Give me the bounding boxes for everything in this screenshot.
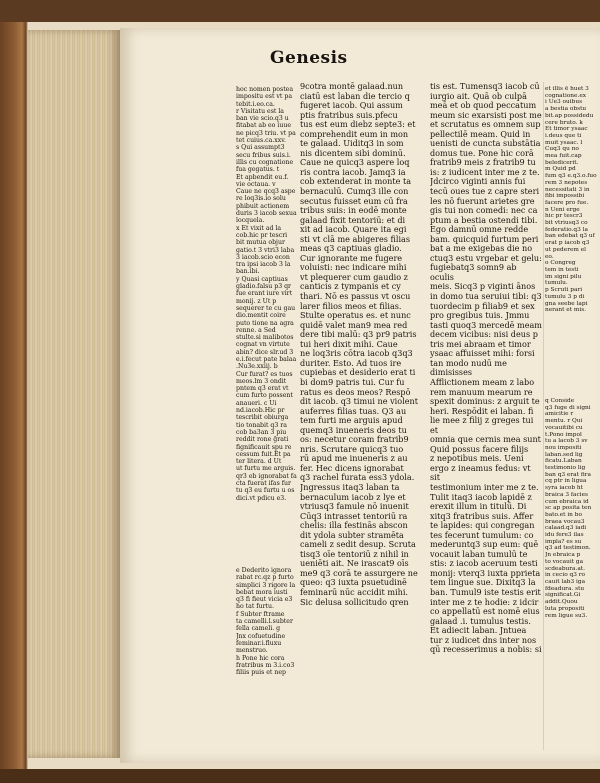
- right-marginal-gloss-upper: et illis ē huet 3 cognatione.ex i Ue3 ouibus a bestia obstu bit.ap possidedu cere bruto. k Et timor ysaac i.deus que ti muit ysaac. l Cuq3 qu no mea fuit.cap beledicerit. m Quid pd fum q3 e.q3.o.fuo rem 3 nepotes necessitati 3 in fibi impossibi facere pro fue. n Ueni erge hic pr tescr3 bit vtriusq3 co federatio.q3 la ban edebat q3 uf erat p iacob q3 ut pederem el eo. o Congreg tem in testi im signi pilu tumulu. p Scruti pari tumulu 3 p di gna seebe lapi nerant et mis.: [545, 86, 597, 314]
- binding-board-bottom: [0, 769, 600, 783]
- main-text-column-1: 9cotra montē galaad.nun ciatū est laban die tercio q fugeret iacob. Qui assum ptis fratribus suis.pfecu tus est eum diebz septe3: et comprehendit eum in mon te galaad. Uiditq3 in som nis dicentem sibi dominū. Caue ne quicq3 aspere loq ris contra iacob. Jamq3 ia cob extenderat in monte ta bernaculū. Cumq3 ille con secutus fuisset eum cū fra tribus suis: in eodē monte galaad fixit tentoriū: et di xit ad iacob. Quare ita egi sti vt clā me abigeres filias meas q3 captiuas gladio. Cur ignorante me fugere voluisti: nec indicare mihi vt plequerer cum gaudio z canticis z tympanis et cy thari. Nō es passus vt oscu larer filios meos et filias. Stulte operatus es. et nunc quidē valet man9 mea red dere tibi malū: q3 pr9 patris tui heri dixit mihi. Caue ne loq3ris cōtra iacob q3q3 duriter. Esto. Ad tuos ire cupiebas et desiderio erat ti bi dom9 patris tui. Cur fu ratus es deos meos? Respō dit iacob. q3 timui ne violent auferres filias tuas. Q3 au tem furti me arguis apud quemq3 inueneris deos tu os: necetur coram fratrib9 nris. Scrutare quicq3 tuo rū apud me inueneris z au fer. Hec dicens ignorabat q3 rachel furata ess3 ydola. Jngressus itaq3 laban ta bernaculum iacob z lye et vtriusq3 famule nō inuenit Cūq3 intrasset tentoriū ra chelis: illa festinās abscon dit ydola subter stramēta cameli z sedit desup. Scruta tisq3 oīe tentoriū z nihil in ueniēti ait. Ne irascat9 oīs me9 q3 corā te assurgere ne queo: q3 iuxta psuetudinē feminarū nūc accidit mihi. Sic delusa sollicitudo qren: [300, 82, 418, 607]
- main-text-column-2: tis est. Tumensq3 iacob cū iurgio ait. Quā ob culpā meā et ob quod peccatum meum sic exarsisti post me et scrutatus es omnem sup pellectilē meam. Quid in uenisti de cuncta substātia domus tue. Pone hic corā fratrib9 meis z fratrib9 tu is: z iudicent inter me z te. Jdcirco viginti annis fui tecū oues tue z capre steri les nō fuerunt arietes gre gis tui non comedi: nec ca ptum a bestia ostendi tibi. Ego damnū omne redde bam. quicquid furtum peri bat a me exigebas die no ctuq3 estu vrgebar et gelu: fugiebatq3 somn9 ab oculis meis. Sicq3 p viginti ānos in domo tua seruiui tibi: q3 tuordecim p filiab9 et sex pro gregibus tuis. Jmmu tasti quoq3 mercedē meam decem vicibus: nisi deus p tris mei abraam et timor ysaac affuisset mihi: forsi tan modo nudū me dimisisses Afflictionem meam z labo rem manuum mearum re spexit dominus: z arguit te heri. Respōdit ei laban. fi lie mee z filij z greges tui et omnia que cernis mea sunt Quid possus facere filijs z nepotibus meis. Ueni ergo z ineamus fedus: vt sit testimonium inter me z te. Tulit itaq3 iacob lapidē z erexit illum in titulū. Di xitq3 fratribus suis. Affer te lapides: qui congregan tes fecerunt tumulum: co mederuntq3 sup eum: quē vocauit laban tumulū te stis: z iacob aceruum testi monij: vterq3 iuxta pprieta tem lingue sue. Dixitq3 la ban. Tumul9 iste testis erit inter me z te hodie: z idcir co appellatū est nomē eius galaad .i. tumulus testis. Et adiecit laban. Jntuea tur z iudicet dns inter nos qū recesserimus a nobis: si: [430, 82, 542, 655]
- running-head: Genesis: [270, 48, 348, 68]
- left-marginal-gloss-upper: hoc nomen postea impositu est vt pa tebit.i.eo.ca. r Visitatu est la ban vie scio.q3 u fitabat ab eo iuue ne picq3 triu. vt pa tet cuius.ca.xxv. s Qui assumpt3 secu fribus suis.i. illis cu cognatione fua gegatus. t Et apbendit eu.f. vie octaua. v Caue ne qcq3 aspe re loq3is.io solu phibuit actionem duris 3 iacob sexua locquela. x Et vixit ad la cob.hic pr tescri bit mutua objur gatio.t 3 vtri3 laba 3 iacob.scio econ tra ipsi iacob 3 la ban.ibi. y Quasi captiuas gladio.falsu p3 qr fue erant iure virt monij. z Ut p sequerer te cu gau dio.mentit coire puto tione na agra renne. a Sed stulte.si malibotos cognat vn virtute abin? dice slr.ud 3 e.i.fecut pate balaa .Nu3e.xxiij. b Cur furat? es tuos meos.lm 3 ondit pntem q3 erat vt cum furto possent anaueri. c Ui nd.iacob.Hic pr tescribit obiurga tio tonabit q3 ra cob ba3an 3 piu reddit rone ḡrati fignificauit spu re cessum fuit.Et pa ter litera. d Ut ut furtu me arguis. qr3 eb ignorabat fa cta fuerat ifas fur tu q3 eu furtu u os dici.vt pdicu e3.: [236, 86, 297, 502]
- binding-board-top: [0, 0, 600, 22]
- right-marginal-gloss-lower: q Conside q3 fuge di signi amicitie r mentu. r Qui vocauitibi cu t.Pono impol tu a lacob 3 sv nou impositi laban.sed lig ficatu.Laban testimonio lig ban q3 erat fira cq ptr in ligua syra iacob ht braica 3 facies cum ebraica id sc ap posita ten bato.et in bo braea vocau3 calaad.q3 iadi idu fere3 ilas impla? es su q3 ad testimon. Jn ebraica p to vocauit ga scdeabura.at. in cecio q3 ro cauit lab3 iga fdeadura. stu significat.Gi addit.Quou luta propositi rem ligue su3.: [545, 398, 592, 619]
- left-marginal-gloss-lower: e Dederito ignora rabat rc.qz p furto simplici 3 rigore la bebat mora iusti q3 fi fieut vicia e3 ho tat furtu. f Subter ftrame ta camelli.l.subter fella cameli. g Jnx cofuetudine feminar.i.fluxu menstruo. h Pone hic cora fratribus m 3.i.co3 filiis puis et nep: [236, 567, 296, 677]
- book-fore-edge: [28, 30, 120, 758]
- column-divider: [543, 82, 544, 750]
